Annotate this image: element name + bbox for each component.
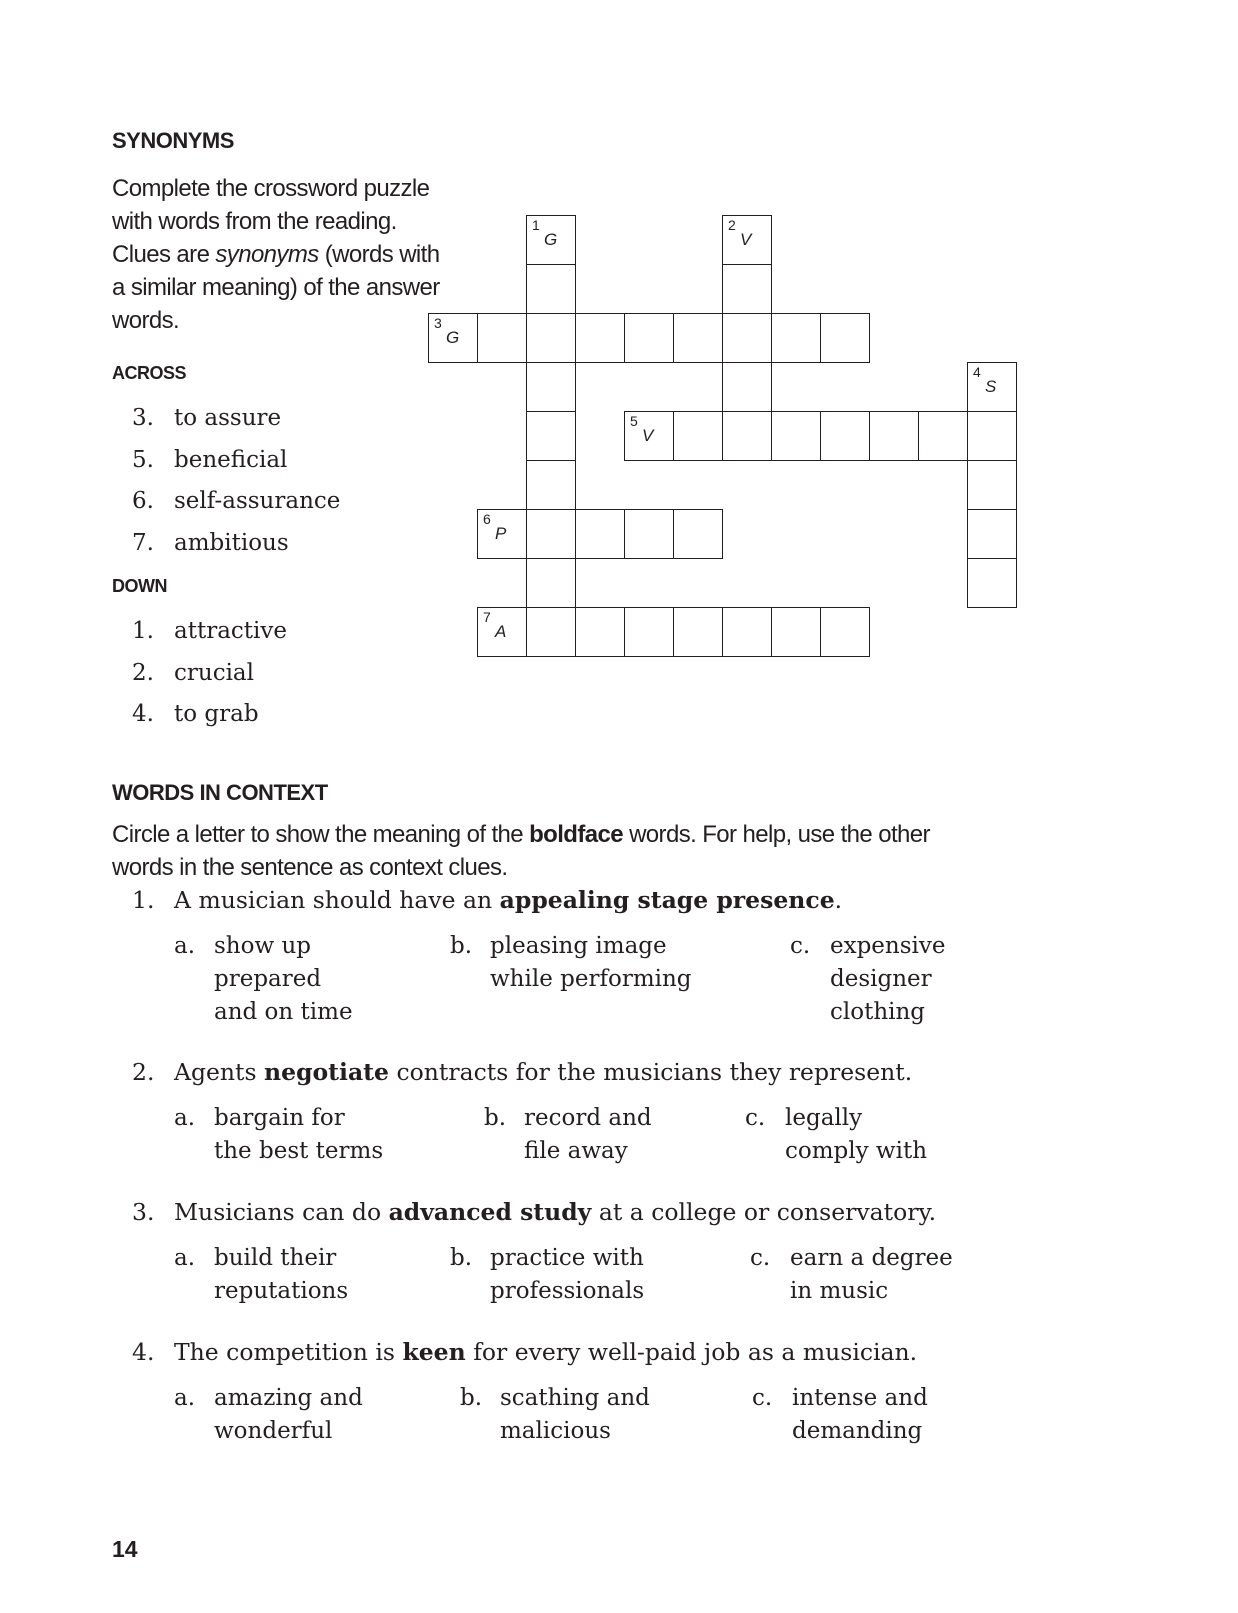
choice-letter[interactable]: a. — [174, 933, 196, 959]
choice-text: legally comply with — [785, 1105, 928, 1164]
question-number: 4. — [132, 1338, 155, 1366]
crossword-cell[interactable] — [673, 411, 723, 461]
choice-letter[interactable]: b. — [460, 1385, 483, 1411]
crossword-cell[interactable] — [722, 411, 772, 461]
synonyms-instructions — [112, 172, 442, 337]
crossword-cell-6[interactable] — [477, 509, 527, 559]
question-text: The competition is — [174, 1338, 403, 1366]
down-clue — [132, 694, 287, 736]
starting-letter: P — [495, 524, 507, 543]
question-text-end: . — [834, 886, 843, 914]
choice-text: record and file away — [524, 1105, 652, 1164]
choice-letter[interactable]: b. — [450, 1245, 473, 1271]
choice-letter[interactable]: c. — [750, 1245, 771, 1271]
starting-letter: V — [642, 426, 654, 445]
choice-letter[interactable]: c. — [790, 933, 811, 959]
crossword-cell[interactable] — [526, 607, 576, 657]
starting-letter: V — [740, 230, 752, 249]
instructions-bold-term: boldface — [529, 821, 623, 848]
clue-number-label: 4 — [973, 364, 981, 380]
crossword-cell[interactable] — [526, 313, 576, 363]
crossword-cell[interactable] — [673, 313, 723, 363]
across-heading: ACROSS — [112, 363, 187, 383]
crossword-cell-1[interactable] — [526, 215, 576, 265]
crossword-grid — [0, 0, 1238, 700]
question-text: Musicians can do — [174, 1198, 389, 1226]
clue-number: 4. — [132, 701, 154, 727]
crossword-cell[interactable] — [820, 313, 870, 363]
clue-number-label: 2 — [728, 217, 736, 233]
crossword-cell[interactable] — [722, 362, 772, 412]
crossword-cell[interactable] — [526, 411, 576, 461]
clue-number: 5. — [132, 446, 154, 473]
choice-letter[interactable]: a. — [174, 1385, 196, 1411]
across-clue — [132, 481, 340, 523]
question-bold-term: keen — [402, 1338, 466, 1366]
clue-number-label: 3 — [434, 315, 442, 331]
clue-number-label: 7 — [483, 609, 491, 625]
question-number: 1. — [132, 886, 155, 914]
crossword-cell[interactable] — [575, 313, 625, 363]
crossword-cell-5[interactable] — [624, 411, 674, 461]
down-clues — [132, 611, 287, 736]
choice-text: show up prepared and on time — [214, 933, 353, 1025]
instructions-italic-term: synonyms — [215, 241, 319, 268]
crossword-cell[interactable] — [624, 509, 674, 559]
crossword-cell[interactable] — [722, 264, 772, 314]
crossword-cell[interactable] — [624, 607, 674, 657]
crossword-cell[interactable] — [771, 313, 821, 363]
instructions-text-1: Circle a letter to show the meaning of the — [112, 821, 530, 848]
crossword-cell-3[interactable] — [428, 313, 478, 363]
crossword-cell[interactable] — [722, 607, 772, 657]
choice-text: practice with professionals — [490, 1245, 645, 1304]
choice-text: expensive designer clothing — [830, 933, 946, 1025]
crossword-cell-7[interactable] — [477, 607, 527, 657]
question-1 — [132, 886, 1132, 914]
synonyms-heading: SYNONYMS — [112, 128, 234, 153]
down-clue — [132, 653, 287, 695]
context-instructions — [112, 818, 992, 884]
clue-number: 3. — [132, 405, 154, 431]
question-3 — [132, 1198, 1132, 1226]
choice-text: pleasing image while performing — [490, 933, 692, 992]
crossword-cell[interactable] — [967, 558, 1017, 608]
clue-number: 2. — [132, 659, 154, 686]
crossword-cell[interactable] — [673, 509, 723, 559]
choice-text: intense and demanding — [792, 1385, 928, 1444]
question-number: 2. — [132, 1058, 155, 1086]
clue-text: ambitious — [174, 529, 289, 556]
choice-text: bargain for the best terms — [214, 1105, 384, 1164]
question-text: A musician should have an — [174, 886, 500, 914]
clue-text: self-assurance — [174, 488, 341, 514]
clue-number: 6. — [132, 488, 154, 514]
crossword-cell[interactable] — [526, 558, 576, 608]
crossword-cell[interactable] — [526, 264, 576, 314]
clue-number-label: 6 — [483, 511, 491, 527]
down-clue — [132, 611, 287, 653]
choice-text: build their reputations — [214, 1245, 349, 1304]
crossword-cell[interactable] — [820, 411, 870, 461]
choice-letter[interactable]: c. — [745, 1105, 766, 1131]
crossword-cell[interactable] — [526, 460, 576, 510]
choice-letter[interactable]: b. — [450, 933, 473, 959]
starting-letter: G — [544, 230, 558, 249]
crossword-cell[interactable] — [820, 607, 870, 657]
clue-text: attractive — [174, 618, 287, 644]
choice-letter[interactable]: c. — [752, 1385, 773, 1411]
clue-text: to grab — [174, 701, 259, 727]
question-text-end: contracts for the musicians they represent. — [389, 1058, 913, 1086]
question-2 — [132, 1058, 1132, 1086]
crossword-cell[interactable] — [967, 460, 1017, 510]
clue-text: to assure — [174, 405, 282, 431]
clue-number: 7. — [132, 529, 154, 556]
question-bold-term: appealing stage presence — [499, 886, 835, 914]
crossword-cell[interactable] — [624, 313, 674, 363]
crossword-cell-2[interactable] — [722, 215, 772, 265]
choice-letter[interactable]: a. — [174, 1245, 196, 1271]
choice-letter[interactable]: a. — [174, 1105, 196, 1131]
clue-number: 1. — [132, 618, 154, 644]
starting-letter: S — [985, 377, 997, 396]
question-text-end: at a college or conservatory. — [591, 1198, 937, 1226]
starting-letter: G — [446, 328, 460, 347]
crossword-cell[interactable] — [967, 411, 1017, 461]
clue-text: beneficial — [174, 446, 288, 473]
clue-number-label: 1 — [532, 217, 540, 233]
crossword-cell[interactable] — [967, 509, 1017, 559]
page-number: 14 — [112, 1536, 138, 1562]
question-bold-term: advanced study — [388, 1198, 592, 1226]
across-clue — [132, 440, 340, 482]
crossword-cell[interactable] — [575, 509, 625, 559]
clue-number-label: 5 — [630, 413, 638, 429]
crossword-cell[interactable] — [918, 411, 968, 461]
instructions-text-2: words. For help, use the other words in the sentence as context clues. — [112, 821, 930, 881]
starting-letter: A — [495, 622, 507, 641]
crossword-cell[interactable] — [526, 362, 576, 412]
crossword-cell[interactable] — [722, 313, 772, 363]
question-4 — [132, 1338, 1132, 1366]
crossword-cell[interactable] — [771, 607, 821, 657]
choice-text: earn a degree in music — [790, 1245, 953, 1304]
clue-text: crucial — [174, 659, 254, 686]
question-number: 3. — [132, 1198, 155, 1226]
choice-text: scathing and malicious — [500, 1385, 650, 1444]
across-clue — [132, 523, 340, 565]
crossword-cell[interactable] — [869, 411, 919, 461]
question-text: Agents — [174, 1058, 265, 1086]
words-in-context-heading: WORDS IN CONTEXT — [112, 780, 328, 805]
question-bold-term: negotiate — [264, 1058, 389, 1086]
choice-text: amazing and wonderful — [214, 1385, 363, 1444]
across-clue — [132, 398, 340, 440]
crossword-cell[interactable] — [477, 313, 527, 363]
crossword-cell[interactable] — [673, 607, 723, 657]
crossword-cell-4[interactable] — [967, 362, 1017, 412]
crossword-cell[interactable] — [575, 607, 625, 657]
across-clues — [132, 398, 340, 564]
instructions-text-2: (words with a similar meaning) of the answer words. — [112, 241, 440, 334]
question-text-end: for every well-paid job as a musician. — [465, 1338, 918, 1366]
instructions-text-1: Complete the crossword puzzle with words from the reading. Clues are — [112, 175, 430, 268]
choice-letter[interactable]: b. — [484, 1105, 507, 1131]
crossword-cell[interactable] — [526, 509, 576, 559]
crossword-cell[interactable] — [771, 411, 821, 461]
down-heading: DOWN — [112, 576, 167, 596]
